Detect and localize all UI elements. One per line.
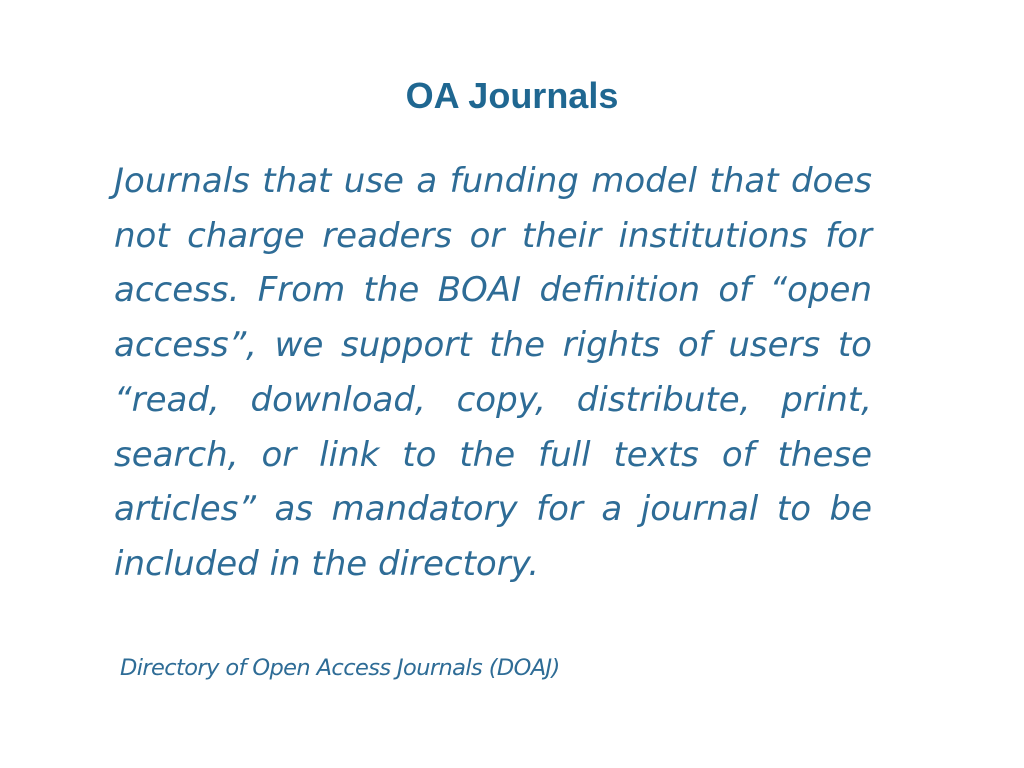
- slide-title: OA Journals: [405, 75, 619, 116]
- quote-source: Directory of Open Access Journals (DOAJ): [120, 655, 560, 681]
- quote-body: Journals that use a funding model that does not charge readers or their institutions for access. From the BOAI definition of “open access”, we support the rights of users to “read, download, copy, distribute, print, search, or link to the full texts of these articles” as mandatory for a journal to be included in the directory.: [114, 161, 872, 584]
